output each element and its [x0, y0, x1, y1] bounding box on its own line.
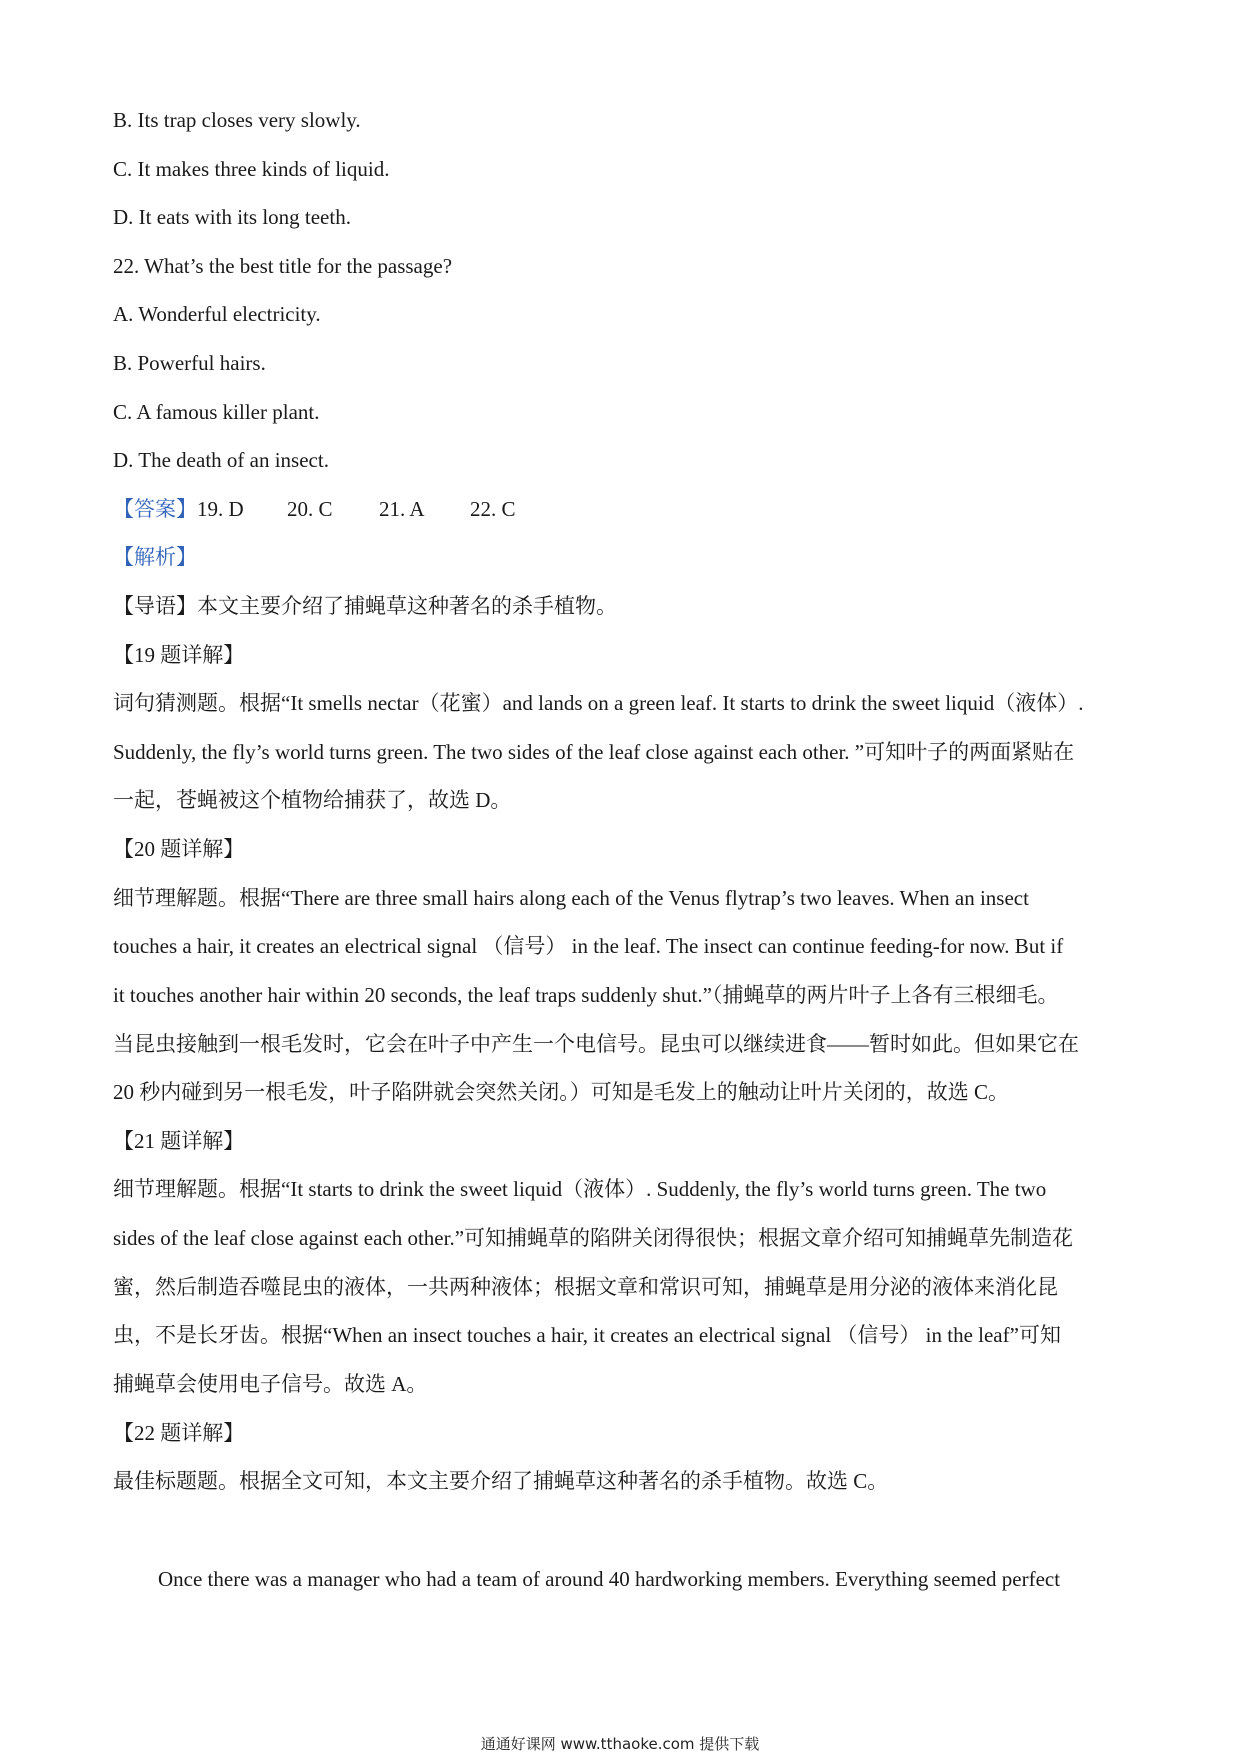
- answer-20: 20. C: [287, 497, 333, 521]
- q21-heading: 【21 题详解】: [113, 1129, 245, 1153]
- q22-heading: 【22 题详解】: [113, 1421, 245, 1445]
- q20-line-5: 20 秒内碰到另一根毛发，叶子陷阱就会突然关闭。）可知是毛发上的触动让叶片关闭的，故选 C。: [113, 1080, 1010, 1104]
- answer-label: 【答案】: [113, 497, 197, 521]
- q22-option-a: A. Wonderful electricity.: [113, 302, 321, 326]
- q20-heading: 【20 题详解】: [113, 837, 245, 861]
- answer-line: [113, 495, 1133, 523]
- q22-detail-text: 最佳标题题。根据全文可知，本文主要介绍了捕蝇草这种著名的杀手植物。故选 C。: [113, 1469, 889, 1493]
- q19-heading: 【19 题详解】: [113, 643, 245, 667]
- q22-option-d: D. The death of an insect.: [113, 448, 329, 472]
- q20-line-3: it touches another hair within 20 seconds, the leaf traps suddenly shut.”（捕蝇草的两片叶子上各有三根细毛。: [113, 983, 1059, 1007]
- answer-19: 19. D: [197, 497, 244, 521]
- answer-21: 21. A: [379, 497, 425, 521]
- q21-line-3: 蜜，然后制造吞噬昆虫的液体，一共两种液体；根据文章和常识可知，捕蝇草是用分泌的液体来消化昆: [113, 1275, 1058, 1299]
- q22-option-b: B. Powerful hairs.: [113, 351, 266, 375]
- q21-line-2: sides of the leaf close against each other.”可知捕蝇草的陷阱关闭得很快；根据文章介绍可知捕蝇草先制造花: [113, 1226, 1074, 1250]
- question-22: 22. What’s the best title for the passage?: [113, 254, 453, 278]
- answer-22: 22. C: [470, 497, 516, 521]
- option-c: C. It makes three kinds of liquid.: [113, 157, 390, 181]
- q22-option-c: C. A famous killer plant.: [113, 400, 320, 424]
- q19-line-1: 词句猜测题。根据“It smells nectar（花蜜）and lands on a green leaf. It starts to drink the sweet liquid（液体）.: [113, 691, 1084, 715]
- intro: 【导语】本文主要介绍了捕蝇草这种著名的杀手植物。: [113, 594, 617, 618]
- q21-line-1: 细节理解题。根据“It starts to drink the sweet liquid（液体）. Suddenly, the fly’s world turns green. The two: [113, 1177, 1047, 1201]
- page-footer: 通通好课网 www.tthaoke.com 提供下载: [480, 1735, 760, 1753]
- q20-line-4: 当昆虫接触到一根毛发时，它会在叶子中产生一个电信号。昆虫可以继续进食——暂时如此。但如果它在: [113, 1032, 1079, 1056]
- q21-line-4: 虫，不是长牙齿。根据“When an insect touches a hair, it creates an electrical signal （信号） in the leaf”可知: [113, 1323, 1061, 1347]
- q20-line-1: 细节理解题。根据“There are three small hairs along each of the Venus flytrap’s two leaves. When an insect: [113, 886, 1029, 910]
- q21-line-5: 捕蝇草会使用电子信号。故选 A。: [113, 1372, 428, 1396]
- next-passage-first-line: Once there was a manager who had a team of around 40 hardworking members. Everything seemed perfect: [158, 1567, 1061, 1591]
- option-d: D. It eats with its long teeth.: [113, 205, 351, 229]
- q20-line-2: touches a hair, it creates an electrical signal （信号） in the leaf. The insect can continue feeding-for now. But if: [113, 934, 1064, 958]
- q19-line-3: 一起，苍蝇被这个植物给捕获了，故选 D。: [113, 788, 512, 812]
- option-b: B. Its trap closes very slowly.: [113, 108, 361, 132]
- q19-line-2: Suddenly, the fly’s world turns green. The two sides of the leaf close against each other. ”可知叶子的两面紧贴在: [113, 740, 1075, 764]
- analysis-label: 【解析】: [113, 545, 197, 569]
